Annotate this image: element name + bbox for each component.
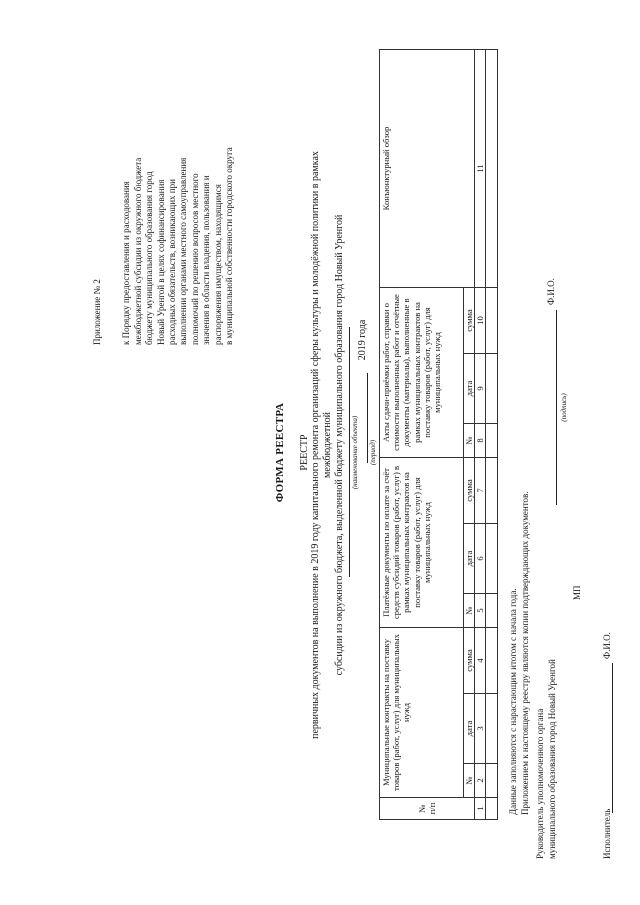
head-signature-line [546,310,557,505]
period-hint: (период) [369,439,377,466]
head-title-line: муниципального образования город Новый Уренгой [546,659,557,859]
empty-cell [486,287,498,353]
appendix-line: расходных обязательств, возникающих при [167,179,178,345]
stamp-place: МП [572,585,582,600]
register-table [379,49,498,820]
head-fio: Ф.И.О. [546,278,556,305]
empty-cell [486,628,498,694]
head-signature-block [535,659,558,859]
executor-label: Исполнитель [602,808,612,859]
column-number-cell: 2 [475,764,486,798]
empty-cell [486,764,498,798]
group-header-acts: Акты сдачи-приёмки работ, справки о стоимости выполненных работ и отчётные документы (материалы), выполненные в рамках муниципальных контрактов на поставку товаров (работ, услуг) для муниципальных нужд [380,287,464,457]
notes-block [508,491,531,815]
period-field [357,0,368,905]
table-header-row [380,49,464,819]
subheader-cell: дата [464,354,475,424]
appendix-line: Новый Уренгой в целях софинансирования [155,179,166,345]
column-number-cell: 4 [475,628,486,694]
object-name-field [339,0,350,905]
register-description-line: субсидии из окружного бюджета, выделенной бюджету муниципального образования город Новый Уренгой [333,214,345,676]
appendix-line: значения в области владения, пользования и [201,175,212,345]
column-number-cell: 5 [475,594,486,628]
appendix-number: Приложение № 2 [92,279,102,345]
subheader-cell: № [464,424,475,458]
empty-cell [486,594,498,628]
column-number-cell: 1 [475,798,486,820]
subheader-cell: № [464,764,475,798]
period-year: 2019 года [357,319,368,361]
empty-cell [486,354,498,424]
column-number-row [475,49,486,819]
column-number-cell: 3 [475,694,486,764]
column-number-cell: 8 [475,424,486,458]
note-line: Приложением к настоящему реестру являются копии подтверждающих документов. [519,491,530,815]
subheader-cell: дата [464,694,475,764]
appendix-line: выполнении органами местного самоуправления [178,157,189,345]
executor-fio: Ф.И.О. [602,632,612,659]
empty-cell [486,49,498,287]
col-review-header: Конъюнктурный обзор [380,49,475,287]
empty-cell [486,458,498,524]
subheader-cell: дата [464,524,475,594]
appendix-block [92,25,235,345]
object-name-hint: (наименование объекта) [351,415,359,490]
subheader-cell: № [464,594,475,628]
appendix-line: к Порядку предоставления и расходования [121,181,132,345]
column-number-cell: 6 [475,524,486,594]
col-np-header: № п/п [380,798,475,820]
appendix-line: в муниципальной собственности городского округа [224,147,235,345]
signature-hint: (подпись) [560,393,568,422]
form-title: ФОРМА РЕЕСТРА [274,402,286,503]
empty-data-row [486,49,498,819]
empty-cell [486,524,498,594]
empty-cell [486,424,498,458]
column-number-cell: 9 [475,354,486,424]
subheader-cell: сумма [464,458,475,524]
appendix-line: межбюджетной субсидии из окружного бюджета [132,157,143,345]
object-name-line [339,328,350,578]
group-header-contracts: Муниципальные контракты на поставку товаров (работ, услуг) для муниципальных нужд [380,628,464,798]
executor-signature-line [602,663,613,813]
group-header-payments: Платёжные документы по оплате за счёт средств субсидий товаров (работ, услуг) в рамках муниципальных контрактов на поставку товаров (работ, услуг) для муниципальных нужд [380,458,464,628]
head-title-line: Руководитель уполномоченного органа [535,708,545,859]
appendix-line: бюджету муниципального образования город [144,171,155,345]
appendix-line: полномочий по решению вопросов местного [189,173,200,345]
empty-cell [486,694,498,764]
register-description-line: первичных документов на выполнение в 2019 году капитального ремонта организаций сферы культуры и молодёжной политики в рамках межбюджетной [310,151,333,739]
subheader-cell: сумма [464,287,475,353]
period-line [357,373,368,463]
note-line: Данные заполняются с нарастающим итогом с начала года. [508,588,518,815]
appendix-line: распоряжения имуществом, находящимся [212,184,223,345]
column-number-cell: 10 [475,287,486,353]
column-number-cell: 11 [475,49,486,287]
register-heading: РЕЕСТР [299,434,310,471]
subheader-cell: сумма [464,628,475,694]
empty-cell [486,798,498,820]
column-number-cell: 7 [475,458,486,524]
